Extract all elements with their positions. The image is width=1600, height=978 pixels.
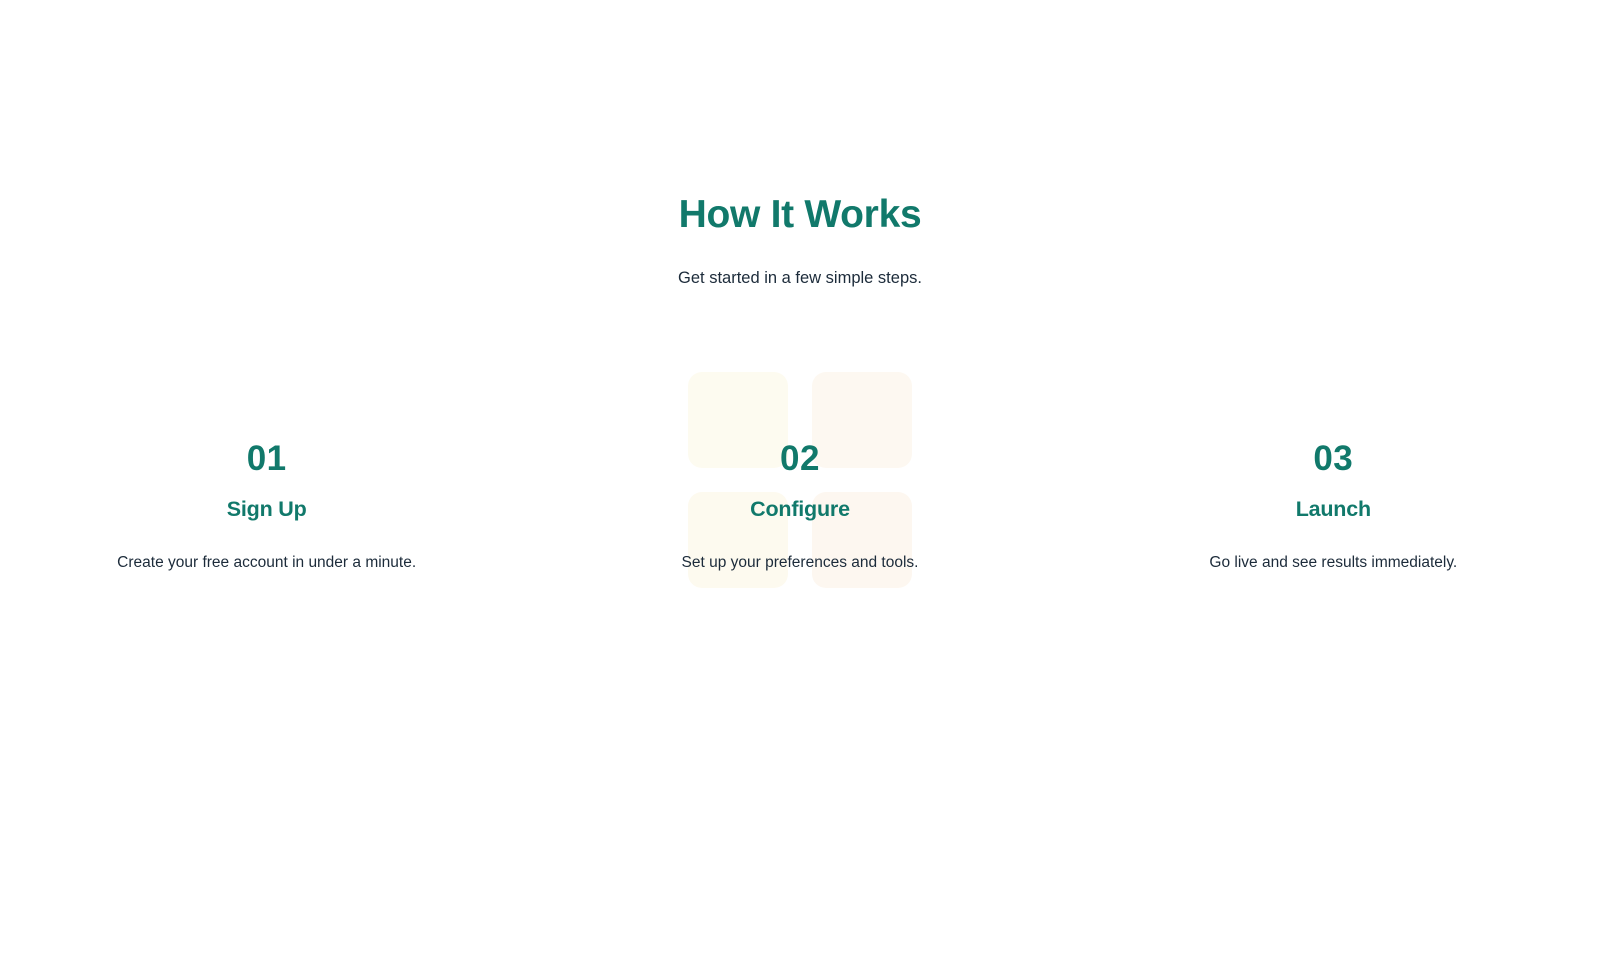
step-item	[1067, 440, 1600, 575]
steps-list	[0, 440, 1600, 575]
section-subtitle: Get started in a few simple steps.	[678, 268, 922, 287]
step-number: 01	[246, 439, 287, 478]
step-item	[0, 440, 533, 575]
step-description: Go live and see results immediately.	[1209, 554, 1458, 572]
step-title: Launch	[1295, 496, 1371, 521]
page-title: How It Works	[678, 193, 922, 236]
step-title: Sign Up	[226, 496, 307, 521]
step-description: Set up your preferences and tools.	[681, 554, 919, 572]
step-item	[533, 440, 1066, 575]
step-description: Create your free account in under a minute.	[117, 554, 417, 572]
section-header	[0, 192, 1600, 290]
step-title: Configure	[750, 496, 850, 521]
step-number: 02	[780, 439, 820, 478]
step-number: 03	[1313, 439, 1354, 478]
